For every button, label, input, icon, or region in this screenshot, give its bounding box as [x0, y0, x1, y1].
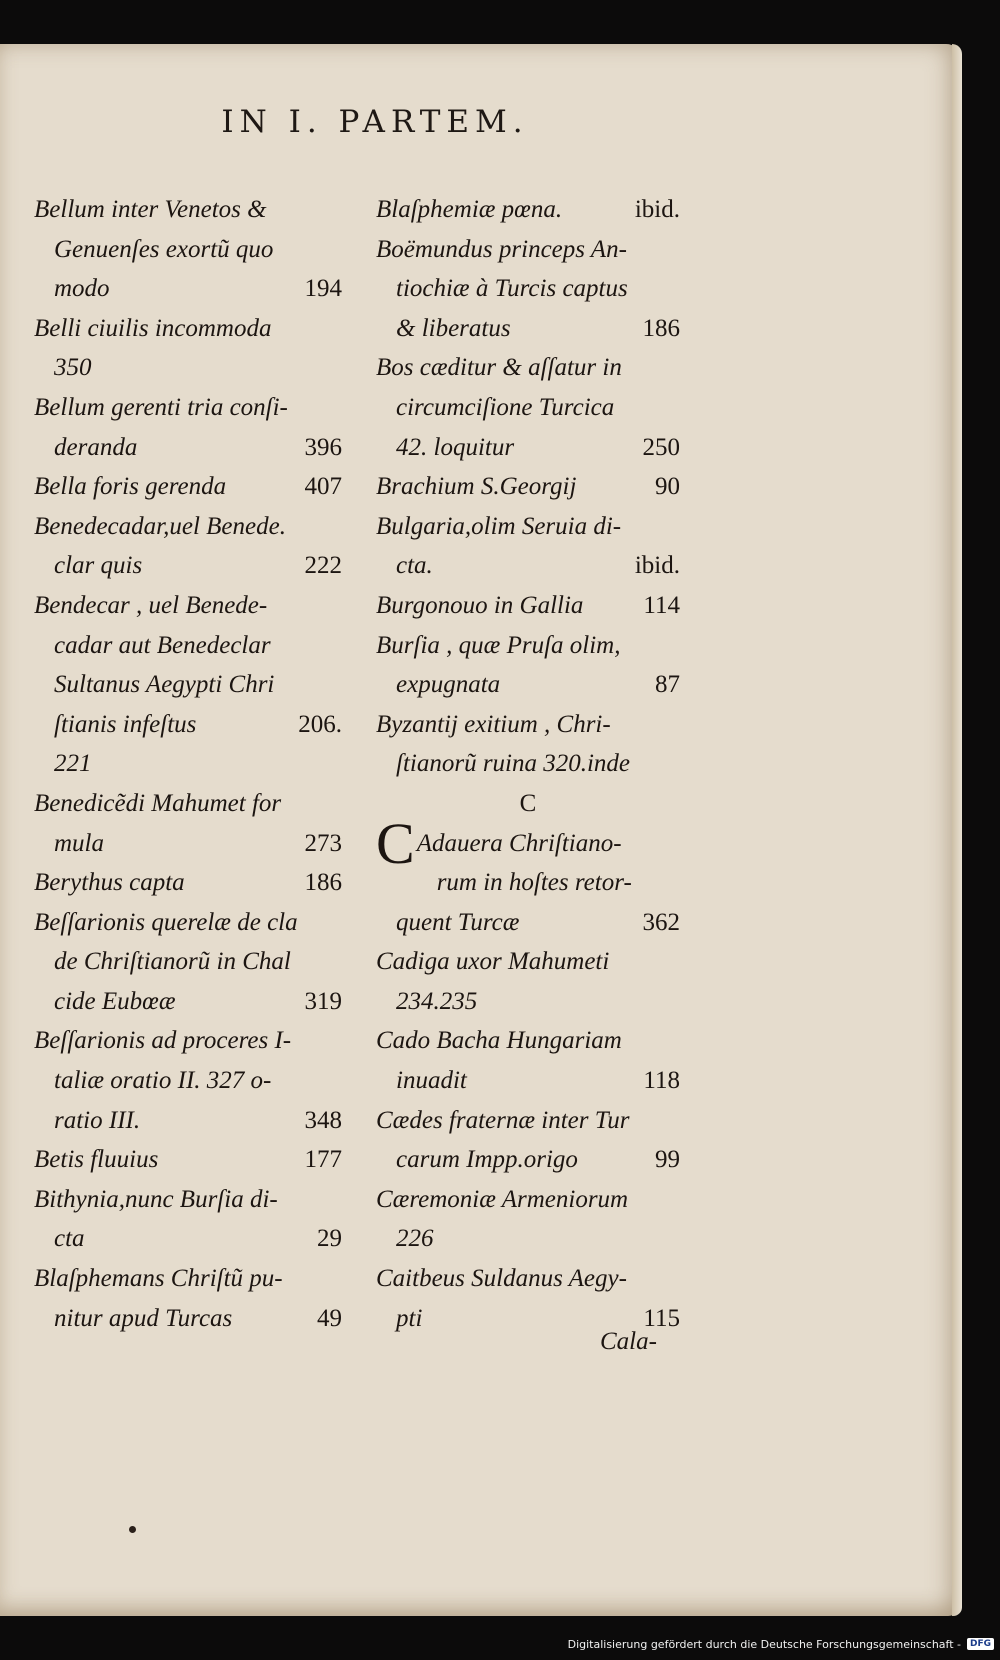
index-line: [376, 982, 680, 1022]
index-line: [34, 744, 342, 784]
entry-text: Cædes fraternæ inter Tur: [376, 1106, 630, 1134]
entry-text: Cadiga uxor Mahumeti: [376, 948, 610, 976]
page-number: 114: [643, 591, 680, 619]
entry-text: Belli ciuilis incommoda: [34, 314, 272, 342]
entry-text: Burſia , quæ Pruſa olim,: [376, 631, 621, 659]
index-line: [34, 665, 342, 705]
page-number: 407: [304, 473, 342, 501]
running-head: IN I. PARTEM.: [221, 104, 529, 140]
index-line: [34, 348, 342, 388]
entry-text: Bellum gerenti tria conſi-: [34, 393, 288, 421]
entry-text: Benedicẽdi Mahumet for: [34, 789, 282, 817]
index-line: [376, 586, 680, 626]
index-line: [376, 744, 680, 784]
page-number: ibid.: [634, 552, 680, 580]
index-line: [376, 1061, 680, 1101]
index-line: [34, 388, 342, 428]
entry-text: mula: [54, 829, 104, 857]
index-line: [376, 546, 680, 586]
index-line: [34, 1259, 342, 1299]
page-number: 118: [643, 1067, 680, 1095]
entry-text: quent Turcæ: [396, 908, 520, 936]
dfg-logo: DFG: [967, 1638, 994, 1650]
entry-text: Burgonouo in Gallia: [376, 591, 584, 619]
index-line: [34, 1180, 342, 1220]
entry-text: Benedecadar,uel Benede.: [34, 512, 286, 540]
entry-text: Blaſphemiæ pœna.: [376, 196, 563, 223]
entry-text: Byzantij exitium , Chri-: [376, 710, 611, 738]
entry-text: ratio III.: [54, 1106, 141, 1134]
index-line: [34, 1140, 342, 1180]
index-line: [34, 309, 342, 349]
index-line: [376, 1219, 680, 1259]
page-number: 362: [642, 908, 680, 936]
page-number: 29: [317, 1225, 342, 1253]
ink-spot: [129, 1526, 136, 1533]
entry-text: 350: [54, 354, 92, 382]
index-line: [34, 586, 342, 626]
entry-text: Caitbeus Suldanus Aegy-: [376, 1265, 627, 1293]
index-entries-c: [376, 863, 680, 1338]
entry-text: Genuenſes exortũ quo: [54, 235, 274, 263]
entry-text: circumciſione Turcica: [396, 393, 615, 421]
index-line: [376, 467, 680, 507]
index-line: [34, 1061, 342, 1101]
entry-text: Boëmundus princeps An-: [376, 235, 627, 263]
entry-text: rum in hoſtes retor-: [436, 869, 632, 897]
entry-text: cadar aut Benedeclar: [54, 631, 271, 659]
index-line: [34, 1219, 342, 1259]
page-number: 273: [304, 829, 342, 857]
page-number: ibid.: [634, 196, 680, 223]
index-line: [34, 942, 342, 982]
entry-text: Bellum inter Venetos &: [34, 196, 267, 223]
entry-text: tiochiæ à Turcis captus: [396, 275, 628, 303]
entry-text: ſtianorũ ruina 320.inde: [396, 750, 631, 778]
index-line: [376, 1140, 680, 1180]
digitization-footer: [568, 1632, 994, 1656]
entry-text: cta.: [396, 552, 433, 580]
index-line: [376, 1180, 680, 1220]
index-line: [34, 269, 342, 309]
index-line: [34, 507, 342, 547]
entry-text: Beſſarionis querelæ de cla: [34, 908, 298, 936]
entry-text: de Chriſtianorũ in Chal: [54, 948, 291, 976]
index-line: [34, 1299, 342, 1339]
entry-text: nitur apud Turcas: [54, 1304, 233, 1332]
index-line: [34, 982, 342, 1022]
entry-text: cide Eubœæ: [54, 987, 176, 1015]
entry-text: pti: [396, 1304, 423, 1332]
index-line: [376, 388, 680, 428]
entry-text: Bithynia,nunc Burſia di-: [34, 1185, 278, 1213]
entry-text: 234.235: [396, 987, 478, 1015]
index-line: [376, 269, 680, 309]
page-number: 396: [304, 433, 342, 461]
index-line: [376, 903, 680, 943]
catchword: Cala-: [600, 1328, 657, 1355]
index-line: [34, 626, 342, 666]
index-line: [376, 626, 680, 666]
entry-text: clar quis: [54, 552, 143, 580]
page-number: 115: [643, 1304, 680, 1332]
page-number: 250: [642, 433, 680, 461]
index-line: [417, 863, 680, 903]
index-line: [376, 942, 680, 982]
entry-text: Bella foris gerenda: [34, 473, 227, 501]
page-number: 90: [655, 473, 680, 501]
page-number: 186: [642, 314, 680, 342]
page-number: 348: [304, 1106, 342, 1134]
entry-text: & liberatus: [396, 314, 511, 342]
entry-text: 226: [396, 1225, 434, 1253]
index-line: [376, 428, 680, 468]
entry-text: Bendecar , uel Benede-: [34, 591, 268, 619]
entry-text: Sultanus Aegypti Chri: [54, 671, 275, 699]
entry-text: Bos cæditur & aſſatur in: [376, 354, 622, 382]
page-number: 319: [304, 987, 342, 1015]
entry-text: Berythus capta: [34, 869, 185, 897]
index-line: [34, 824, 342, 864]
page-fore-edge: [952, 44, 962, 1616]
entry-text: Beſſarionis ad proceres I-: [34, 1027, 292, 1055]
index-line: [376, 348, 680, 388]
section-letter: C: [519, 789, 537, 817]
book-page: [0, 44, 962, 1616]
entry-text: Cæremoniæ Armeniorum: [376, 1185, 629, 1213]
index-line: [34, 903, 342, 943]
page-number: 49: [317, 1304, 342, 1332]
index-line: [376, 230, 680, 270]
entry-text: expugnata: [396, 671, 501, 699]
index-column-right: [376, 190, 680, 1338]
entry-text: Betis fluuius: [34, 1146, 159, 1174]
page-number: 177: [304, 1146, 342, 1174]
entry-text: inuadit: [396, 1067, 467, 1095]
entry-text: Brachium S.Georgij: [376, 473, 577, 501]
index-line: [34, 546, 342, 586]
page-number: 87: [655, 671, 680, 699]
entry-text: Blaſphemans Chriſtũ pu-: [34, 1265, 283, 1293]
page-number: 99: [655, 1146, 680, 1174]
index-line: [376, 665, 680, 705]
index-line: [34, 705, 342, 745]
index-line: [34, 784, 342, 824]
page-number: 206.: [298, 710, 342, 738]
index-line: [34, 230, 342, 270]
page-number: 186: [304, 869, 342, 897]
index-line: [376, 507, 680, 547]
entry-text: cta: [54, 1225, 85, 1253]
entry-text: 221: [54, 750, 92, 778]
entry-text: modo: [54, 275, 110, 303]
index-line: [34, 1101, 342, 1141]
index-column-left: [34, 190, 342, 1338]
entry-text: Adauera Chriſtiano-: [416, 829, 622, 857]
entry-text: deranda: [54, 433, 138, 461]
entry-text: ſtianis infeſtus: [54, 710, 197, 738]
decorated-initial: C: [376, 810, 415, 876]
index-line: [34, 863, 342, 903]
entry-text: taliæ oratio II. 327 o-: [54, 1067, 272, 1095]
index-entry-c-first: [376, 810, 680, 876]
page-number: 222: [304, 552, 342, 580]
entry-text: carum Impp.origo: [396, 1146, 578, 1174]
index-line: [376, 190, 680, 230]
index-line: [34, 428, 342, 468]
index-line: [34, 1021, 342, 1061]
index-line: [376, 705, 680, 745]
index-line: [376, 309, 680, 349]
entry-text: Bulgaria,olim Seruia di-: [376, 512, 622, 540]
index-line: [376, 1021, 680, 1061]
footer-text: Digitalisierung gefördert durch die Deutsche Forschungsgemeinschaft -: [567, 1637, 961, 1651]
index-line: [34, 467, 342, 507]
page-number: 194: [304, 275, 342, 303]
index-line: [34, 190, 342, 230]
index-line: [376, 1259, 680, 1299]
index-line: [376, 1101, 680, 1141]
index-entries-b: [376, 190, 680, 784]
entry-text: 42. loquitur: [396, 433, 515, 461]
entry-text: Cado Bacha Hungariam: [376, 1027, 622, 1055]
